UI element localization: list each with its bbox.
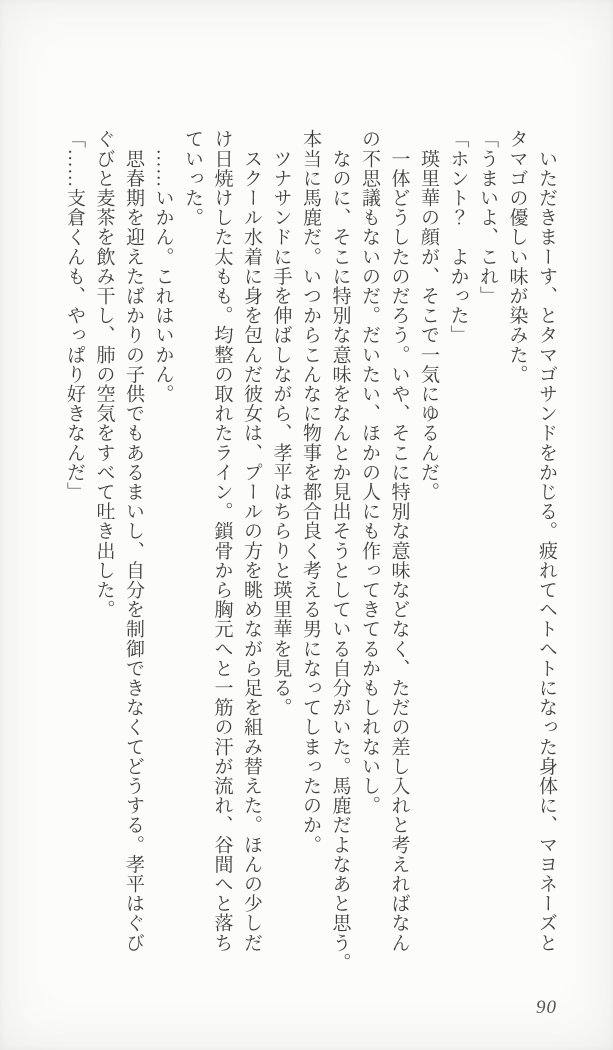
text-line: いただきまーす、とタマゴサンドをかじる。疲れてヘトヘトになった身体に、マヨネーズと bbox=[536, 129, 557, 953]
text-line: 瑛里華の顔が、そこで一気にゆるんだ。 bbox=[418, 129, 439, 502]
text-line: 「……支倉くんも、やっぱり好きなんだ」 bbox=[64, 129, 85, 502]
page-number: 90 bbox=[536, 997, 557, 1018]
text-line: 「うまいよ、これ」 bbox=[477, 129, 498, 306]
text-line: 思春期を迎えたばかりの子供でもあるまいし、自分を制御できなくてどうする。孝平はぐび bbox=[123, 129, 144, 953]
text-line: なのに、そこに特別な意味をなんとか見出そうとしている自分がいた。馬鹿だよなあと思う。 bbox=[329, 129, 351, 972]
text-line: ツナサンドに手を伸ばしながら、孝平はちらりと瑛里華を見る。 bbox=[270, 129, 292, 717]
text-line: け日焼けした太もも。均整の取れたライン。鎖骨から胸元へと一筋の汗が流れ、谷間へと落ち bbox=[211, 129, 233, 953]
text-line: ……いかん。これはいかん。 bbox=[152, 129, 174, 404]
text-line: 「ホント？ よかった」 bbox=[447, 129, 469, 345]
text-line: タマゴの優しい味が染みた。 bbox=[506, 129, 528, 384]
page-text bbox=[60, 129, 562, 972]
text-line: ていった。 bbox=[182, 129, 203, 227]
text-line: ぐびと麦茶を飲み干し、肺の空気をすべて吐き出した。 bbox=[93, 129, 115, 619]
text-line: 本当に馬鹿だ。いつからこんなに物事を都合良く考える男になってしまったのか。 bbox=[300, 129, 321, 855]
text-line: スクール水着に身を包んだ彼女は、プールの方を眺めながら足を組み替えた。ほんの少しだ bbox=[241, 129, 262, 953]
text-line: の不思議もないのだ。だいたい、ほかの人にも作ってきてるかもしれないし。 bbox=[359, 129, 380, 815]
text-line: 一体どうしたのだろう。いや、そこに特別な意味などなく、ただの差し入れと考えればなん bbox=[388, 129, 410, 953]
